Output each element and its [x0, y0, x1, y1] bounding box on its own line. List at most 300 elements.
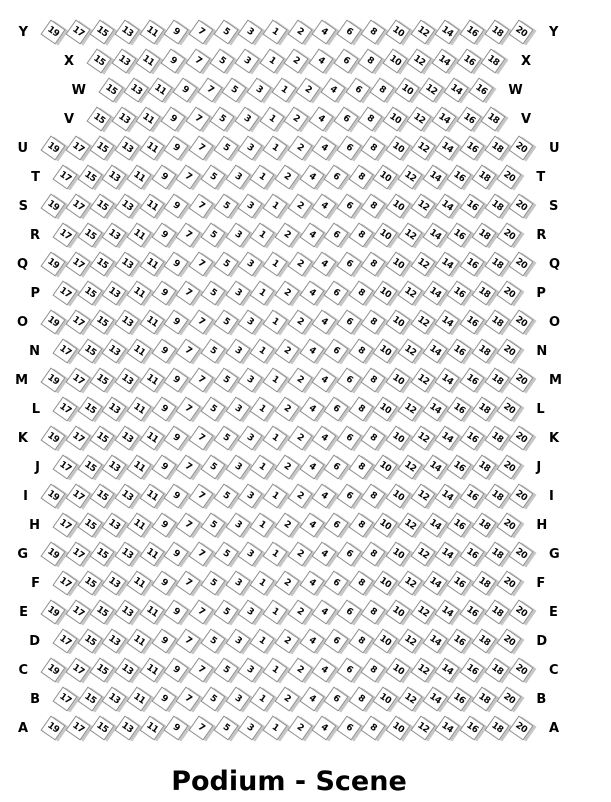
seat[interactable] — [482, 107, 506, 134]
seat[interactable] — [141, 716, 165, 743]
seat[interactable] — [248, 78, 272, 105]
seat[interactable] — [187, 107, 211, 134]
seat[interactable] — [79, 687, 103, 714]
seat[interactable] — [227, 397, 251, 424]
seat[interactable] — [137, 49, 161, 76]
seat[interactable] — [153, 339, 177, 366]
seat[interactable] — [128, 165, 152, 192]
seat[interactable] — [461, 600, 485, 627]
seat[interactable] — [165, 368, 189, 395]
seat[interactable] — [433, 49, 457, 76]
seat[interactable] — [338, 136, 362, 163]
seat[interactable] — [177, 513, 201, 540]
seat[interactable] — [67, 194, 91, 221]
seat[interactable] — [165, 310, 189, 337]
seat[interactable] — [301, 223, 325, 250]
seat[interactable] — [190, 252, 214, 279]
seat[interactable] — [103, 571, 127, 598]
seat[interactable] — [424, 397, 448, 424]
seat[interactable] — [174, 78, 198, 105]
seat[interactable] — [498, 223, 522, 250]
seat[interactable] — [399, 455, 423, 482]
seat[interactable] — [448, 687, 472, 714]
seat[interactable] — [153, 281, 177, 308]
seat[interactable] — [350, 223, 374, 250]
seat[interactable] — [399, 165, 423, 192]
seat[interactable] — [289, 542, 313, 569]
seat[interactable] — [165, 20, 189, 47]
seat[interactable] — [387, 136, 411, 163]
seat[interactable] — [473, 513, 497, 540]
seat[interactable] — [399, 513, 423, 540]
seat[interactable] — [374, 281, 398, 308]
seat[interactable] — [128, 281, 152, 308]
seat[interactable] — [67, 136, 91, 163]
seat[interactable] — [448, 455, 472, 482]
seat[interactable] — [371, 78, 395, 105]
seat[interactable] — [276, 223, 300, 250]
seat[interactable] — [313, 136, 337, 163]
seat[interactable] — [338, 368, 362, 395]
seat[interactable] — [79, 165, 103, 192]
seat[interactable] — [289, 368, 313, 395]
seat[interactable] — [79, 513, 103, 540]
seat[interactable] — [264, 252, 288, 279]
seat[interactable] — [325, 165, 349, 192]
seat[interactable] — [276, 687, 300, 714]
seat[interactable] — [264, 20, 288, 47]
seat[interactable] — [251, 223, 275, 250]
seat[interactable] — [190, 194, 214, 221]
seat[interactable] — [424, 513, 448, 540]
seat[interactable] — [412, 310, 436, 337]
seat[interactable] — [162, 107, 186, 134]
seat[interactable] — [510, 310, 534, 337]
seat[interactable] — [486, 542, 510, 569]
seat[interactable] — [387, 484, 411, 511]
seat[interactable] — [273, 78, 297, 105]
seat[interactable] — [79, 281, 103, 308]
seat[interactable] — [141, 20, 165, 47]
seat[interactable] — [374, 687, 398, 714]
seat[interactable] — [202, 455, 226, 482]
seat[interactable] — [412, 194, 436, 221]
seat[interactable] — [227, 455, 251, 482]
seat[interactable] — [91, 20, 115, 47]
seat[interactable] — [276, 571, 300, 598]
seat[interactable] — [338, 194, 362, 221]
seat[interactable] — [276, 281, 300, 308]
seat[interactable] — [91, 368, 115, 395]
seat[interactable] — [88, 107, 112, 134]
seat[interactable] — [103, 281, 127, 308]
seat[interactable] — [350, 513, 374, 540]
seat[interactable] — [362, 542, 386, 569]
seat[interactable] — [399, 223, 423, 250]
seat[interactable] — [436, 136, 460, 163]
seat[interactable] — [387, 716, 411, 743]
seat[interactable] — [374, 571, 398, 598]
seat[interactable] — [322, 78, 346, 105]
seat[interactable] — [399, 281, 423, 308]
seat[interactable] — [301, 571, 325, 598]
seat[interactable] — [276, 165, 300, 192]
seat[interactable] — [384, 49, 408, 76]
seat[interactable] — [165, 426, 189, 453]
seat[interactable] — [350, 339, 374, 366]
seat[interactable] — [473, 687, 497, 714]
seat[interactable] — [498, 455, 522, 482]
seat[interactable] — [412, 658, 436, 685]
seat[interactable] — [141, 368, 165, 395]
seat[interactable] — [54, 455, 78, 482]
seat[interactable] — [448, 165, 472, 192]
seat[interactable] — [103, 165, 127, 192]
seat[interactable] — [153, 687, 177, 714]
seat[interactable] — [264, 542, 288, 569]
seat[interactable] — [461, 194, 485, 221]
seat[interactable] — [387, 658, 411, 685]
seat[interactable] — [325, 397, 349, 424]
seat[interactable] — [165, 716, 189, 743]
seat[interactable] — [125, 78, 149, 105]
seat[interactable] — [116, 368, 140, 395]
seat[interactable] — [141, 252, 165, 279]
seat[interactable] — [359, 107, 383, 134]
seat[interactable] — [215, 600, 239, 627]
seat[interactable] — [215, 716, 239, 743]
seat[interactable] — [128, 339, 152, 366]
seat[interactable] — [261, 107, 285, 134]
seat[interactable] — [153, 455, 177, 482]
seat[interactable] — [100, 78, 124, 105]
seat[interactable] — [338, 542, 362, 569]
seat[interactable] — [486, 194, 510, 221]
seat[interactable] — [113, 49, 137, 76]
seat[interactable] — [374, 397, 398, 424]
seat[interactable] — [91, 252, 115, 279]
seat[interactable] — [54, 165, 78, 192]
seat[interactable] — [374, 513, 398, 540]
seat[interactable] — [42, 194, 66, 221]
seat[interactable] — [116, 716, 140, 743]
seat[interactable] — [510, 716, 534, 743]
seat[interactable] — [362, 484, 386, 511]
seat[interactable] — [177, 397, 201, 424]
seat[interactable] — [199, 78, 223, 105]
seat[interactable] — [215, 426, 239, 453]
seat[interactable] — [116, 484, 140, 511]
seat[interactable] — [412, 542, 436, 569]
seat[interactable] — [374, 339, 398, 366]
seat[interactable] — [510, 484, 534, 511]
seat[interactable] — [301, 339, 325, 366]
seat[interactable] — [190, 658, 214, 685]
seat[interactable] — [91, 600, 115, 627]
seat[interactable] — [239, 252, 263, 279]
seat[interactable] — [54, 339, 78, 366]
seat[interactable] — [54, 397, 78, 424]
seat[interactable] — [310, 49, 334, 76]
seat[interactable] — [301, 513, 325, 540]
seat[interactable] — [251, 513, 275, 540]
seat[interactable] — [338, 600, 362, 627]
seat[interactable] — [264, 136, 288, 163]
seat[interactable] — [141, 426, 165, 453]
seat[interactable] — [276, 513, 300, 540]
seat[interactable] — [202, 571, 226, 598]
seat[interactable] — [165, 252, 189, 279]
seat[interactable] — [313, 368, 337, 395]
seat[interactable] — [335, 107, 359, 134]
seat[interactable] — [251, 397, 275, 424]
seat[interactable] — [149, 78, 173, 105]
seat[interactable] — [420, 78, 444, 105]
seat[interactable] — [424, 571, 448, 598]
seat[interactable] — [177, 223, 201, 250]
seat[interactable] — [338, 252, 362, 279]
seat[interactable] — [448, 629, 472, 656]
seat[interactable] — [399, 339, 423, 366]
seat[interactable] — [215, 252, 239, 279]
seat[interactable] — [113, 107, 137, 134]
seat[interactable] — [436, 542, 460, 569]
seat[interactable] — [461, 252, 485, 279]
seat[interactable] — [338, 20, 362, 47]
seat[interactable] — [91, 542, 115, 569]
seat[interactable] — [251, 281, 275, 308]
seat[interactable] — [67, 20, 91, 47]
seat[interactable] — [79, 629, 103, 656]
seat[interactable] — [289, 484, 313, 511]
seat[interactable] — [325, 571, 349, 598]
seat[interactable] — [486, 716, 510, 743]
seat[interactable] — [498, 513, 522, 540]
seat[interactable] — [347, 78, 371, 105]
seat[interactable] — [128, 629, 152, 656]
seat[interactable] — [486, 658, 510, 685]
seat[interactable] — [211, 107, 235, 134]
seat[interactable] — [436, 426, 460, 453]
seat[interactable] — [313, 426, 337, 453]
seat[interactable] — [473, 281, 497, 308]
seat[interactable] — [482, 49, 506, 76]
seat[interactable] — [128, 687, 152, 714]
seat[interactable] — [486, 484, 510, 511]
seat[interactable] — [116, 310, 140, 337]
seat[interactable] — [239, 368, 263, 395]
seat[interactable] — [412, 716, 436, 743]
seat[interactable] — [79, 223, 103, 250]
seat[interactable] — [424, 281, 448, 308]
seat[interactable] — [412, 136, 436, 163]
seat[interactable] — [461, 368, 485, 395]
seat[interactable] — [486, 252, 510, 279]
seat[interactable] — [399, 629, 423, 656]
seat[interactable] — [362, 716, 386, 743]
seat[interactable] — [510, 252, 534, 279]
seat[interactable] — [289, 600, 313, 627]
seat[interactable] — [42, 542, 66, 569]
seat[interactable] — [362, 252, 386, 279]
seat[interactable] — [473, 455, 497, 482]
seat[interactable] — [116, 600, 140, 627]
seat[interactable] — [141, 542, 165, 569]
seat[interactable] — [42, 426, 66, 453]
seat[interactable] — [67, 484, 91, 511]
seat[interactable] — [387, 310, 411, 337]
seat[interactable] — [301, 687, 325, 714]
seat[interactable] — [448, 397, 472, 424]
seat[interactable] — [202, 513, 226, 540]
seat[interactable] — [301, 281, 325, 308]
seat[interactable] — [165, 194, 189, 221]
seat[interactable] — [362, 368, 386, 395]
seat[interactable] — [261, 49, 285, 76]
seat[interactable] — [338, 716, 362, 743]
seat[interactable] — [202, 223, 226, 250]
seat[interactable] — [165, 658, 189, 685]
seat[interactable] — [251, 687, 275, 714]
seat[interactable] — [223, 78, 247, 105]
seat[interactable] — [436, 600, 460, 627]
seat[interactable] — [301, 165, 325, 192]
seat[interactable] — [436, 20, 460, 47]
seat[interactable] — [190, 310, 214, 337]
seat[interactable] — [215, 194, 239, 221]
seat[interactable] — [251, 571, 275, 598]
seat[interactable] — [190, 136, 214, 163]
seat[interactable] — [251, 629, 275, 656]
seat[interactable] — [116, 194, 140, 221]
seat[interactable] — [473, 223, 497, 250]
seat[interactable] — [227, 687, 251, 714]
seat[interactable] — [177, 281, 201, 308]
seat[interactable] — [165, 542, 189, 569]
seat[interactable] — [510, 600, 534, 627]
seat[interactable] — [79, 397, 103, 424]
seat[interactable] — [42, 658, 66, 685]
seat[interactable] — [338, 426, 362, 453]
seat[interactable] — [412, 20, 436, 47]
seat[interactable] — [42, 310, 66, 337]
seat[interactable] — [276, 629, 300, 656]
seat[interactable] — [498, 165, 522, 192]
seat[interactable] — [42, 136, 66, 163]
seat[interactable] — [190, 600, 214, 627]
seat[interactable] — [424, 165, 448, 192]
seat[interactable] — [285, 107, 309, 134]
seat[interactable] — [264, 426, 288, 453]
seat[interactable] — [387, 194, 411, 221]
seat[interactable] — [510, 542, 534, 569]
seat[interactable] — [251, 339, 275, 366]
seat[interactable] — [510, 20, 534, 47]
seat[interactable] — [350, 455, 374, 482]
seat[interactable] — [202, 397, 226, 424]
seat[interactable] — [436, 484, 460, 511]
seat[interactable] — [297, 78, 321, 105]
seat[interactable] — [424, 687, 448, 714]
seat[interactable] — [448, 223, 472, 250]
seat[interactable] — [486, 600, 510, 627]
seat[interactable] — [325, 339, 349, 366]
seat[interactable] — [67, 368, 91, 395]
seat[interactable] — [498, 339, 522, 366]
seat[interactable] — [458, 49, 482, 76]
seat[interactable] — [264, 658, 288, 685]
seat[interactable] — [91, 716, 115, 743]
seat[interactable] — [88, 49, 112, 76]
seat[interactable] — [387, 600, 411, 627]
seat[interactable] — [165, 484, 189, 511]
seat[interactable] — [285, 49, 309, 76]
seat[interactable] — [424, 455, 448, 482]
seat[interactable] — [190, 542, 214, 569]
seat[interactable] — [289, 20, 313, 47]
seat[interactable] — [350, 629, 374, 656]
seat[interactable] — [338, 658, 362, 685]
seat[interactable] — [137, 107, 161, 134]
seat[interactable] — [236, 49, 260, 76]
seat[interactable] — [408, 49, 432, 76]
seat[interactable] — [153, 223, 177, 250]
seat[interactable] — [448, 281, 472, 308]
seat[interactable] — [103, 223, 127, 250]
seat[interactable] — [289, 716, 313, 743]
seat[interactable] — [42, 368, 66, 395]
seat[interactable] — [165, 600, 189, 627]
seat[interactable] — [301, 629, 325, 656]
seat[interactable] — [215, 542, 239, 569]
seat[interactable] — [236, 107, 260, 134]
seat[interactable] — [91, 426, 115, 453]
seat[interactable] — [153, 571, 177, 598]
seat[interactable] — [153, 629, 177, 656]
seat[interactable] — [215, 658, 239, 685]
seat[interactable] — [461, 426, 485, 453]
seat[interactable] — [141, 600, 165, 627]
seat[interactable] — [103, 513, 127, 540]
seat[interactable] — [325, 281, 349, 308]
seat[interactable] — [264, 368, 288, 395]
seat[interactable] — [54, 571, 78, 598]
seat[interactable] — [239, 484, 263, 511]
seat[interactable] — [103, 455, 127, 482]
seat[interactable] — [116, 542, 140, 569]
seat[interactable] — [239, 310, 263, 337]
seat[interactable] — [289, 658, 313, 685]
seat[interactable] — [362, 658, 386, 685]
seat[interactable] — [359, 49, 383, 76]
seat[interactable] — [67, 542, 91, 569]
seat[interactable] — [350, 281, 374, 308]
seat[interactable] — [325, 629, 349, 656]
seat[interactable] — [313, 252, 337, 279]
seat[interactable] — [473, 165, 497, 192]
seat[interactable] — [473, 339, 497, 366]
seat[interactable] — [215, 136, 239, 163]
seat[interactable] — [239, 426, 263, 453]
seat[interactable] — [510, 368, 534, 395]
seat[interactable] — [116, 658, 140, 685]
seat[interactable] — [227, 571, 251, 598]
seat[interactable] — [42, 716, 66, 743]
seat[interactable] — [239, 542, 263, 569]
seat[interactable] — [264, 484, 288, 511]
seat[interactable] — [215, 20, 239, 47]
seat[interactable] — [399, 687, 423, 714]
